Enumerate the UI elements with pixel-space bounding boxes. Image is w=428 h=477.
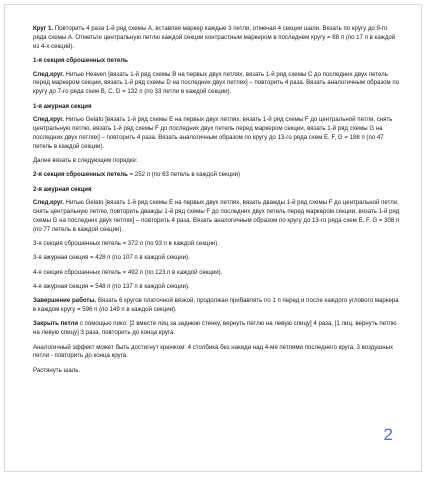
paragraph-bind-off <box>33 320 401 338</box>
section-heading: 1-я ажурная секция <box>33 102 92 110</box>
paragraph-section-3-dropped: 3-я секция сброшенных петель = 372 п (по 93 п в каждой секции). <box>33 240 220 248</box>
paragraph-next-round-1 <box>33 71 401 97</box>
paragraph-round-1 <box>33 25 401 51</box>
paragraph-text: Нитью Gelato [вязать 1-й ряд схемы E на первых двух петлях, вязать 1-й ряд схемы F до центральной петли, снять центральную петлю, вязать 1-й ряд схемы F до последних двух петель перед маркером секции, вязать 1-й ряд схемы G на последних двух петлях] – повторить 4 раза. Вязать аналогичным образом по кругу до 13-го ряда схем E, F, G = 188 п (по 47 петель в каждой секции). <box>33 116 393 150</box>
paragraph-lead: 2-я секция сброшенных петель <box>33 171 128 179</box>
paragraph-text: Нитью Gelato [вязать 1-й ряд схемы E на первых двух петлях, вязать дважды 1-й ряд схемы F до центральной петли, снять центральную петлю, повторить дважды 1-й ряд схемы F до последних двух петель перед маркером секции, вязать 1-й ряд схемы G на последних двух петлях] – повторить 4 раза. Вязать аналогичным образом по кругу до 13-го ряда схем E, F, G = 308 п (по 77 петель в каждой секции). <box>33 199 400 233</box>
paragraph-next-round-2 <box>33 116 401 151</box>
paragraph-crochet-alternative: Аналогичный эффект может быть достигнут крючком: 4 столбика без накида над 4-мя петлями последнего круга, 3 воздушных петли - повторить до конца круга. <box>33 343 394 360</box>
paragraph-text: = 252 п (по 63 петель в каждой секции) <box>127 171 241 179</box>
paragraph-section-4-dropped: 4-я секция сброшенных петель = 492 п (по 123 п в каждой секции). <box>33 268 223 276</box>
paragraph-blocking: Растянуть шаль. <box>33 366 81 374</box>
paragraph-text: Вязать 6 кругов платочной вязкой, продолжая прибавлять по 1 п перед и после каждого углового маркера в каждом кругу = 596 п (по 149 п в каждой секции). <box>33 297 399 314</box>
document-page <box>4 4 422 472</box>
paragraph-order: Далее вязать в следующем порядке: <box>33 157 138 165</box>
paragraph-section-3-lace: 3-я ажурная секция = 428 п (по 107 п в каждой секции). <box>33 254 190 262</box>
paragraph-lead: Закрыть петли <box>33 320 79 328</box>
paragraph-text: Нитью Heaven [вязать 1-й ряд схемы В на первых двух петлях, вязать 1-й ряд схемы С до последних двух петель перед маркером секции, вязать 1-й ряд схемы D на последних двух петлях] – повторить 4 раза. Вязать аналогичным образом по кругу до 7-го ряда схем В, С, D = 132 п (по 33 петли в каждой секции). <box>33 70 400 96</box>
paragraph-lead: Завершение работы. <box>33 297 97 305</box>
paragraph-next-round-3 <box>33 199 401 234</box>
paragraph-section-4-lace: 4-я ажурная секция = 548 п (по 137 п в каждой секции). <box>33 283 190 291</box>
paragraph-lead: След.круг. <box>33 116 64 124</box>
page-number: 2 <box>383 425 393 444</box>
paragraph-lead: След.круг. <box>33 70 64 78</box>
paragraph-section-2 <box>33 171 401 180</box>
paragraph-text: Повторить 4 раза 1-й ряд схемы А, вставляя маркер каждые 3 петли, отмечая 4 секции шали. Вязать по кругу до 9-го ряда схемы А. Отметьте центральную петлю каждой секции контрастным маркером в последнем кругу = 88 п (по 17 п в каждой из 4-х секций). <box>33 25 396 50</box>
paragraph-lead: Круг 1. <box>33 25 54 32</box>
document-body <box>33 25 401 381</box>
section-heading: 1-я секция сброшенных петель <box>33 56 128 64</box>
paragraph-finishing <box>33 297 401 315</box>
section-heading: 2-я ажурная секция <box>33 185 92 193</box>
paragraph-lead: След.круг. <box>33 199 64 207</box>
paragraph-text: с помощью пико: [2 вместе лиц за заднюю стенку, вернуть петлю на левую спицу] 4 раза, [1 лиц, вернуть петлю на левую спицу] 3 раза, повторить до конца круга. <box>33 320 397 337</box>
